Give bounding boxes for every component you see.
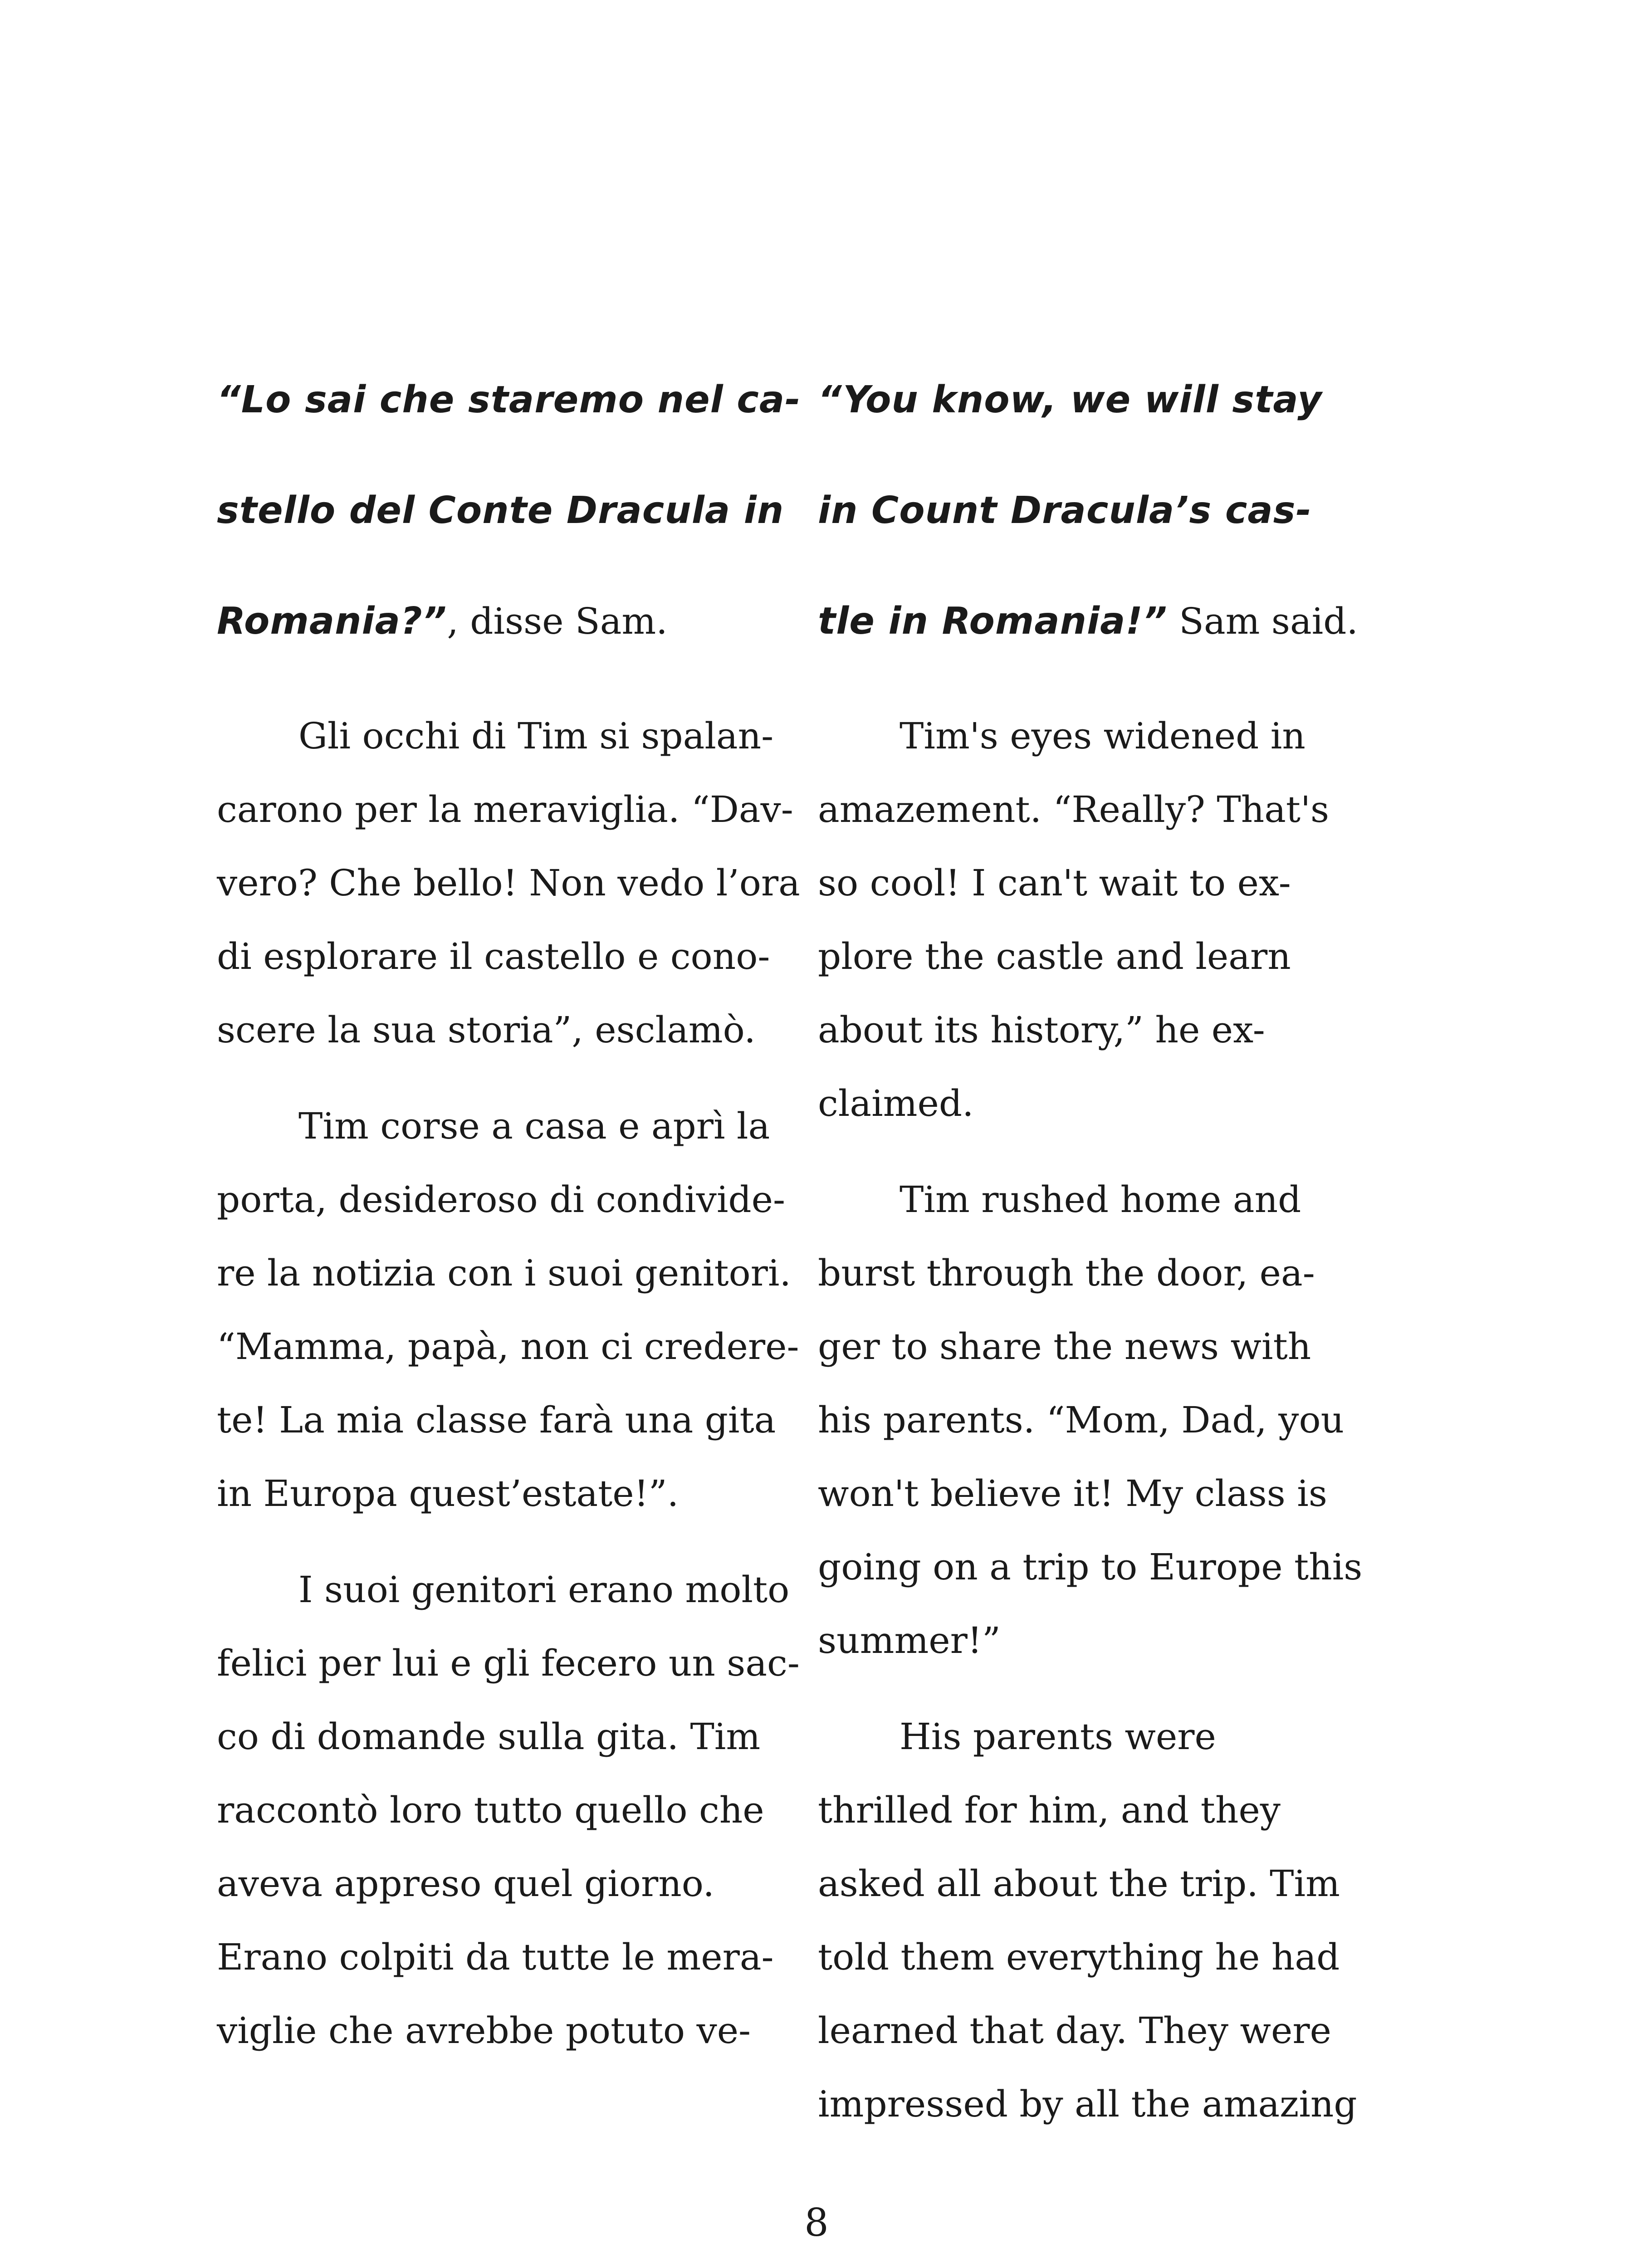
text-line: I suoi genitori erano molto: [298, 1569, 790, 1611]
paragraph: [818, 1163, 1376, 1677]
text-line: impressed by all the amazing: [818, 2083, 1357, 2125]
text-line: scere la sua storia”, esclamò.: [217, 1009, 756, 1051]
italian-column: [217, 345, 801, 2068]
dialogue-attribution: , disse Sam.: [447, 600, 668, 642]
text-line: burst through the door, ea-: [818, 1252, 1315, 1294]
text-line: vero? Che bello! Non vedo l’ora: [217, 862, 800, 904]
text-line: carono per la meraviglia. “Dav-: [217, 788, 793, 831]
paragraph: [818, 699, 1376, 1140]
dialogue-text: tle in Romania!”: [818, 600, 1168, 643]
paragraph: [217, 1090, 799, 1530]
text-line: thrilled for him, and they: [818, 1789, 1281, 1831]
text-line: raccontò loro tutto quello che: [217, 1789, 764, 1831]
text-line: re la notizia con i suoi genitori.: [217, 1252, 791, 1294]
page-number: 8: [804, 2200, 829, 2245]
text-line: won't believe it! My class is: [818, 1472, 1327, 1515]
text-line: te! La mia classe farà una gita: [217, 1399, 776, 1441]
dialogue-attribution: Sam said.: [1167, 600, 1358, 642]
dialogue-text: Romania?”: [217, 600, 447, 643]
text-line: his parents. “Mom, Dad, you: [818, 1399, 1345, 1441]
text-line: amazement. “Really? That's: [818, 788, 1330, 831]
text-line: learned that day. They were: [818, 2009, 1331, 2052]
text-line: Erano colpiti da tutte le mera-: [217, 1936, 774, 1978]
text-line: di esplorare il castello e cono-: [217, 935, 770, 978]
text-line: claimed.: [818, 1082, 974, 1124]
dialogue-line: in Count Dracula’s cas-: [818, 489, 1312, 532]
dialogue-line: “Lo sai che staremo nel ca-: [217, 378, 801, 421]
text-line: in Europa quest’estate!”.: [217, 1472, 679, 1515]
text-line: plore the castle and learn: [818, 935, 1291, 978]
text-line: Gli occhi di Tim si spalan-: [298, 715, 774, 757]
paragraph: [818, 1700, 1376, 2141]
text-line: His parents were: [900, 1716, 1216, 1758]
text-line: porta, desideroso di condivide-: [217, 1178, 786, 1221]
text-line: summer!”: [818, 1619, 1001, 1662]
dialogue-line: stello del Conte Dracula in: [217, 489, 784, 532]
text-line: Tim rushed home and: [900, 1178, 1301, 1221]
text-line: co di domande sulla gita. Tim: [217, 1716, 761, 1758]
dialogue-line-last: [217, 566, 775, 677]
text-line: Tim corse a casa e aprì la: [298, 1105, 770, 1147]
text-line: aveva appreso quel giorno.: [217, 1862, 714, 1905]
text-line: going on a trip to Europe this: [818, 1546, 1363, 1588]
paragraph: [217, 699, 800, 1067]
dialogue-line: “You know, we will stay: [818, 378, 1322, 421]
text-line: told them everything he had: [818, 1936, 1340, 1978]
english-column: [818, 345, 1376, 2141]
text-line: felici per lui e gli fecero un sac-: [217, 1642, 800, 1684]
text-line: Tim's eyes widened in: [900, 715, 1305, 757]
dialogue-line-last: [818, 566, 1376, 677]
text-line: “Mamma, papà, non ci credere-: [217, 1325, 799, 1368]
text-line: asked all about the trip. Tim: [818, 1862, 1340, 1905]
text-line: so cool! I can't wait to ex-: [818, 862, 1291, 904]
text-line: ger to share the news with: [818, 1325, 1311, 1368]
text-line: viglie che avrebbe potuto ve-: [217, 2009, 751, 2052]
text-line: about its history,” he ex-: [818, 1009, 1265, 1051]
paragraph: [217, 1553, 800, 2068]
